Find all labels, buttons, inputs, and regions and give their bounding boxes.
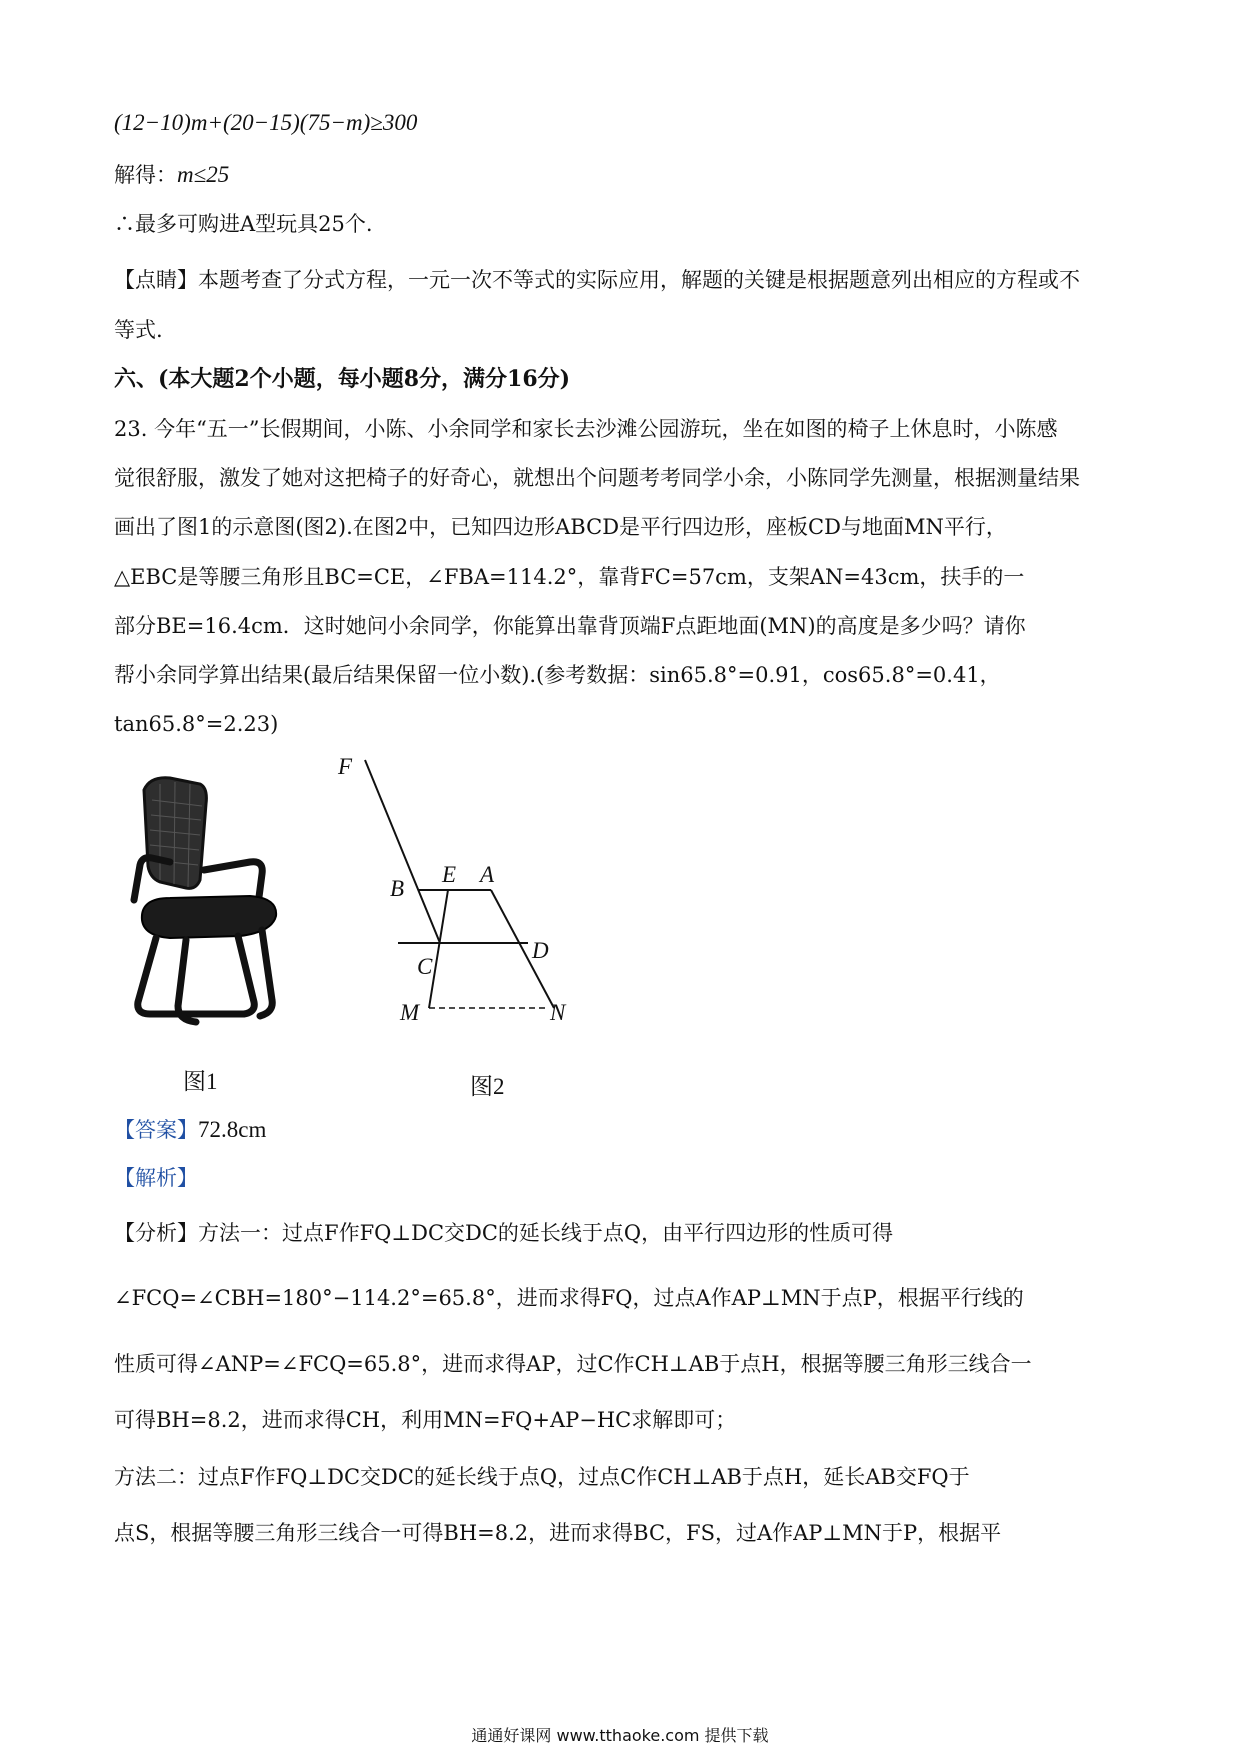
note-line-2: 等式. xyxy=(114,318,163,342)
question-line-7: tan65.8°=2.23) xyxy=(114,712,279,736)
solve-result: m≤25 xyxy=(177,162,230,187)
analysis-line-3: 性质可得∠ANP=∠FCQ=65.8°，进而求得AP，过C作CH⊥AB于点H，根据等腰三角形三线合一 xyxy=(114,1352,1032,1376)
label-m: M xyxy=(400,1000,420,1025)
inequality-line: (12−10)m+(20−15)(75−m)≥300 xyxy=(114,110,418,135)
label-e: E xyxy=(442,862,457,887)
question-line-1: 23. 今年“五一”长假期间，小陈、小余同学和家长去沙滩公园游玩，坐在如图的椅子上休息时，小陈感 xyxy=(114,417,1058,441)
line-em xyxy=(429,890,448,1008)
label-a: A xyxy=(480,862,495,887)
question-line-3: 画出了图1的示意图(图2).在图2中，已知四边形ABCD是平行四边形，座板CD与地面MN平行， xyxy=(114,515,1007,539)
note-line-1: 【点睛】本题考查了分式方程，一元一次不等式的实际应用，解题的关键是根据题意列出相应的方程或不 xyxy=(114,268,1080,292)
analysis-line-2: ∠FCQ=∠CBH=180°−114.2°=65.8°，进而求得FQ，过点A作AP⊥MN于点P，根据平行线的 xyxy=(114,1286,1024,1310)
geometry-diagram xyxy=(330,750,580,1040)
question-line-2: 觉很舒服，激发了她对这把椅子的好奇心，就想出个问题考考同学小余，小陈同学先测量，根据测量结果 xyxy=(114,466,1080,490)
label-f: F xyxy=(338,754,353,779)
chair-image xyxy=(130,770,300,1030)
analysis-tag: 【解析】 xyxy=(114,1166,198,1190)
analysis-line-6: 点S，根据等腰三角形三线合一可得BH=8.2，进而求得BC，FS，过A作AP⊥MN于P，根据平 xyxy=(114,1521,1002,1545)
answer-tag: 【答案】 xyxy=(114,1118,198,1142)
label-c: C xyxy=(417,954,433,979)
label-b: B xyxy=(390,876,405,901)
section-heading: 六、(本大题2个小题，每小题8分，满分16分) xyxy=(114,366,571,392)
figure-1-caption: 图1 xyxy=(183,1069,218,1094)
label-d: D xyxy=(532,938,549,963)
label-n: N xyxy=(550,1000,566,1025)
solve-line xyxy=(114,160,229,190)
analysis-line-1: 【分析】方法一：过点F作FQ⊥DC交DC的延长线于点Q，由平行四边形的性质可得 xyxy=(114,1221,894,1245)
analysis-line-4: 可得BH=8.2，进而求得CH，利用MN=FQ+AP−HC求解即可； xyxy=(114,1408,737,1432)
question-line-6: 帮小余同学算出结果(最后结果保留一位小数).(参考数据：sin65.8°=0.91，cos65.8°=0.41， xyxy=(114,663,1001,687)
answer-value: 72.8cm xyxy=(198,1117,267,1142)
question-line-5: 部分BE=16.4cm．这时她问小余同学，你能算出靠背顶端F点距地面(MN)的高度是多少吗？请你 xyxy=(114,614,1026,638)
line-fc xyxy=(365,760,440,943)
solve-prefix: 解得： xyxy=(114,163,177,187)
footer-watermark: 通通好课网 www.tthaoke.com 提供下载 xyxy=(471,1726,769,1745)
question-line-4: △EBC是等腰三角形且BC=CE，∠FBA=114.2°，靠背FC=57cm，支架AN=43cm，扶手的一 xyxy=(114,565,1025,589)
analysis-line-5: 方法二：过点F作FQ⊥DC交DC的延长线于点Q，过点C作CH⊥AB于点H，延长AB交FQ于 xyxy=(114,1465,970,1489)
figure-2-caption: 图2 xyxy=(470,1074,505,1099)
conclusion-line: ∴最多可购进A型玩具25个. xyxy=(114,212,373,236)
answer-line xyxy=(114,1115,266,1145)
